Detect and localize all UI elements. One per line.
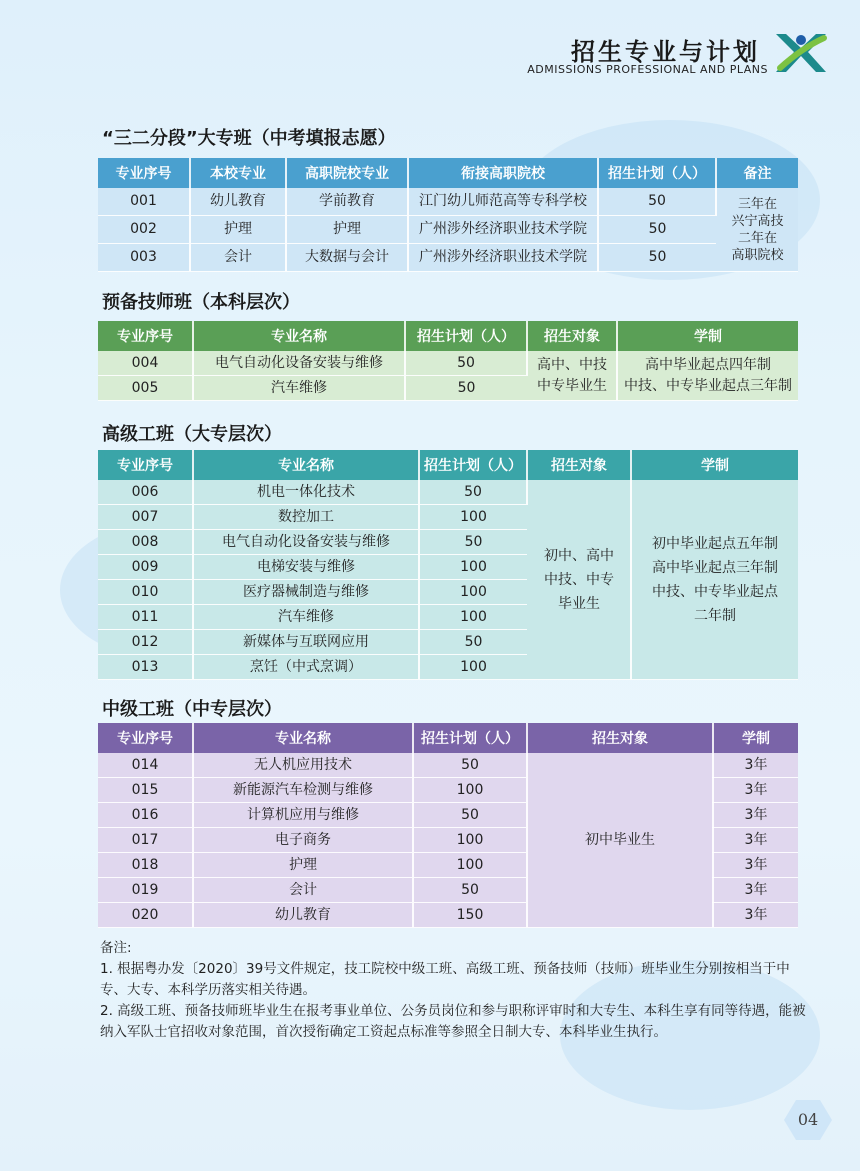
cell-code: 016 <box>98 803 193 828</box>
cell-system: 3年 <box>713 803 798 828</box>
cell-code: 005 <box>98 376 193 401</box>
cell-college-major: 大数据与会计 <box>286 244 408 272</box>
cell-major: 电子商务 <box>193 828 413 853</box>
cell-plan: 50 <box>413 753 527 778</box>
notes-item-1: 1. 根据粤办发〔2020〕39号文件规定，技工院校中级工班、高级工班、预备技师（技师）班毕业生分别按相当于中专、大专、本科学历落实相关待遇。 <box>100 961 790 998</box>
table-row <box>98 753 798 778</box>
notes-block <box>100 938 812 1043</box>
target-line: 中技、中专 <box>544 571 614 588</box>
cell-college: 广州涉外经济职业技术学院 <box>408 244 598 272</box>
cell-system: 3年 <box>713 828 798 853</box>
cell-code: 010 <box>98 580 193 605</box>
cell-system: 3年 <box>713 853 798 878</box>
cell-plan: 100 <box>419 555 527 580</box>
system-line: 中技、中专毕业起点三年制 <box>624 377 792 394</box>
cell-plan: 50 <box>413 878 527 903</box>
cell-college: 广州涉外经济职业技术学院 <box>408 216 598 244</box>
cell-major: 护理 <box>193 853 413 878</box>
cell-code: 007 <box>98 505 193 530</box>
page-number: 04 <box>797 1110 819 1129</box>
cell-system <box>631 480 798 680</box>
cell-code: 013 <box>98 655 193 680</box>
table-gaojigong <box>98 450 798 680</box>
table-yubeijishi <box>98 321 798 401</box>
target-line: 高中、中技 <box>537 357 607 374</box>
cell-system: 3年 <box>713 878 798 903</box>
system-line: 高中毕业起点三年制 <box>652 559 778 576</box>
cell-plan: 100 <box>419 655 527 680</box>
cell-code: 011 <box>98 605 193 630</box>
header-cell: 专业名称 <box>193 450 419 480</box>
cell-code: 015 <box>98 778 193 803</box>
cell-major: 幼儿教育 <box>193 903 413 928</box>
cell-major: 医疗器械制造与维修 <box>193 580 419 605</box>
cell-plan: 150 <box>413 903 527 928</box>
cell-code: 009 <box>98 555 193 580</box>
cell-plan: 100 <box>413 778 527 803</box>
cell-code: 012 <box>98 630 193 655</box>
cell-remark <box>716 188 798 272</box>
table-row <box>98 244 798 272</box>
remark-line: 二年在 <box>737 230 777 246</box>
header-cell: 专业名称 <box>193 321 405 351</box>
cell-major: 机电一体化技术 <box>193 480 419 505</box>
cell-major: 汽车维修 <box>193 376 405 401</box>
cell-major: 新媒体与互联网应用 <box>193 630 419 655</box>
cell-college-major: 护理 <box>286 216 408 244</box>
header-cell: 学制 <box>713 723 798 753</box>
remark-line: 兴宁高技 <box>731 213 784 229</box>
cell-system: 3年 <box>713 778 798 803</box>
system-line: 高中毕业起点四年制 <box>645 357 771 374</box>
cell-college: 江门幼儿师范高等专科学校 <box>408 188 598 216</box>
section-title-yubeijishi: 预备技师班（本科层次） <box>102 292 300 313</box>
header-cell: 专业名称 <box>193 723 413 753</box>
cell-system: 3年 <box>713 753 798 778</box>
cell-major: 无人机应用技术 <box>193 753 413 778</box>
cell-code: 019 <box>98 878 193 903</box>
header-cell: 招生计划（人） <box>419 450 527 480</box>
section-title-sanerfenduan: “三二分段”大专班（中考填报志愿） <box>102 128 396 149</box>
cell-plan: 50 <box>405 351 527 376</box>
cell-plan: 50 <box>598 188 716 216</box>
cell-major: 电气自动化设备安装与维修 <box>193 530 419 555</box>
cell-plan: 50 <box>405 376 527 401</box>
header-cell: 专业序号 <box>98 158 190 188</box>
header-cell: 招生计划（人） <box>413 723 527 753</box>
cell-major: 电气自动化设备安装与维修 <box>193 351 405 376</box>
header-title: 招生专业与计划 <box>571 38 760 66</box>
table-row <box>98 188 798 216</box>
header-cell: 高职院校专业 <box>286 158 408 188</box>
cell-plan: 50 <box>413 803 527 828</box>
cell-code: 001 <box>98 188 190 216</box>
header-cell: 本校专业 <box>190 158 286 188</box>
remark-line: 高职院校 <box>731 247 784 263</box>
cell-major: 电梯安装与维修 <box>193 555 419 580</box>
cell-plan: 100 <box>413 828 527 853</box>
table-row <box>98 480 798 505</box>
cell-plan: 50 <box>419 480 527 505</box>
target-line: 初中、高中 <box>544 547 614 564</box>
cell-code: 020 <box>98 903 193 928</box>
cell-major: 汽车维修 <box>193 605 419 630</box>
table-row <box>98 216 798 244</box>
cell-major: 数控加工 <box>193 505 419 530</box>
system-line: 中技、中专毕业起点 <box>652 583 778 600</box>
cell-major: 计算机应用与维修 <box>193 803 413 828</box>
cell-code: 017 <box>98 828 193 853</box>
section-title-gaojigong: 高级工班（大专层次） <box>102 424 282 445</box>
header-cell: 招生对象 <box>527 321 617 351</box>
cell-system: 3年 <box>713 903 798 928</box>
cell-target <box>527 351 617 401</box>
cell-target: 初中毕业生 <box>527 753 713 928</box>
target-line: 毕业生 <box>558 595 600 612</box>
cell-major: 烹饪（中式烹调） <box>193 655 419 680</box>
table-sanerfenduan <box>98 158 798 272</box>
cell-code: 018 <box>98 853 193 878</box>
cell-code: 006 <box>98 480 193 505</box>
header-cell: 招生对象 <box>527 450 631 480</box>
header-subtitle: ADMISSIONS PROFESSIONAL AND PLANS <box>527 63 768 76</box>
cell-plan: 50 <box>598 216 716 244</box>
cell-target <box>527 480 631 680</box>
header-cell: 招生计划（人） <box>405 321 527 351</box>
cell-code: 002 <box>98 216 190 244</box>
header-cell: 衔接高职院校 <box>408 158 598 188</box>
cell-code: 008 <box>98 530 193 555</box>
cell-major: 会计 <box>190 244 286 272</box>
header-cell: 专业序号 <box>98 450 193 480</box>
cell-plan: 100 <box>419 505 527 530</box>
cell-plan: 100 <box>413 853 527 878</box>
cell-plan: 50 <box>598 244 716 272</box>
notes-item-2: 2. 高级工班、预备技师班毕业生在报考事业单位、公务员岗位和参与职称评审时和大专生、本科生享有同等待遇，能被纳入军队士官招收对象范围，首次授衔确定工资起点标准等参照全日制大专、本科毕业生执行。 <box>100 1003 806 1040</box>
cell-code: 014 <box>98 753 193 778</box>
cell-college-major: 学前教育 <box>286 188 408 216</box>
cell-major: 会计 <box>193 878 413 903</box>
cell-plan: 100 <box>419 580 527 605</box>
system-line: 二年制 <box>694 607 736 624</box>
table-zhongjigong <box>98 723 798 928</box>
cell-plan: 50 <box>419 530 527 555</box>
header-cell: 学制 <box>617 321 798 351</box>
header-cell: 专业序号 <box>98 321 193 351</box>
cell-plan: 50 <box>419 630 527 655</box>
target-line: 中专毕业生 <box>537 377 607 394</box>
header-cell: 备注 <box>716 158 798 188</box>
notes-label: 备注: <box>100 940 132 956</box>
cell-code: 004 <box>98 351 193 376</box>
cell-code: 003 <box>98 244 190 272</box>
cell-system <box>617 351 798 401</box>
cell-major: 幼儿教育 <box>190 188 286 216</box>
cell-major: 新能源汽车检测与维修 <box>193 778 413 803</box>
header-cell: 招生对象 <box>527 723 713 753</box>
remark-line: 三年在 <box>737 196 777 212</box>
cell-plan: 100 <box>419 605 527 630</box>
table-row <box>98 351 798 376</box>
header-cell: 招生计划（人） <box>598 158 716 188</box>
header-cell: 专业序号 <box>98 723 193 753</box>
header-cell: 学制 <box>631 450 798 480</box>
section-title-zhongjigong: 中级工班（中专层次） <box>102 699 282 720</box>
system-line: 初中毕业起点五年制 <box>652 535 778 552</box>
cell-major: 护理 <box>190 216 286 244</box>
school-logo-icon <box>772 28 830 78</box>
